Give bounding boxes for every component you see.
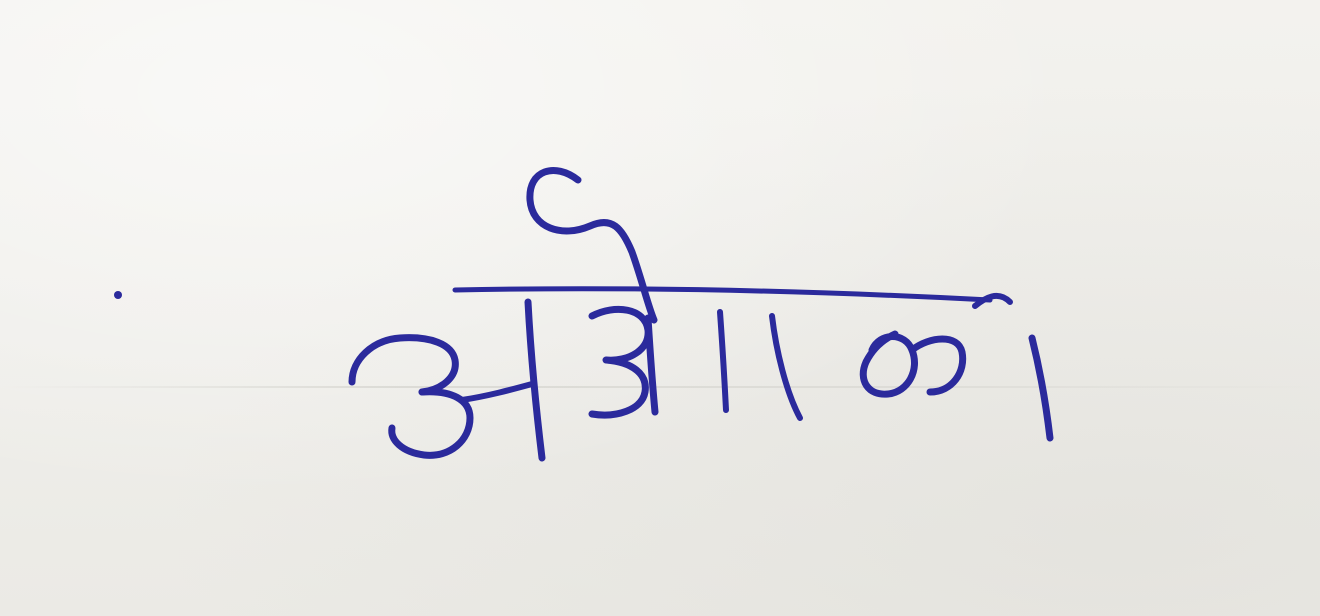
letter-a-connector	[462, 384, 532, 400]
letter-k-left-stroke	[772, 316, 800, 418]
letter-a-lower-loop	[392, 392, 470, 456]
letter-a-stem	[528, 302, 542, 458]
matra-loop	[530, 170, 654, 320]
signature-strokes	[114, 170, 1050, 458]
letter-ka-right-curve	[912, 339, 963, 392]
letter-ka-stem	[1032, 338, 1050, 438]
letter-sha-stem	[648, 318, 655, 412]
letter-sha-body	[592, 309, 648, 415]
headline-stroke	[455, 289, 990, 300]
letter-a-upper-loop	[352, 338, 455, 392]
ink-dot	[114, 291, 122, 299]
letter-ka-loop	[863, 334, 914, 394]
letter-sha-aa-bar	[720, 312, 726, 410]
